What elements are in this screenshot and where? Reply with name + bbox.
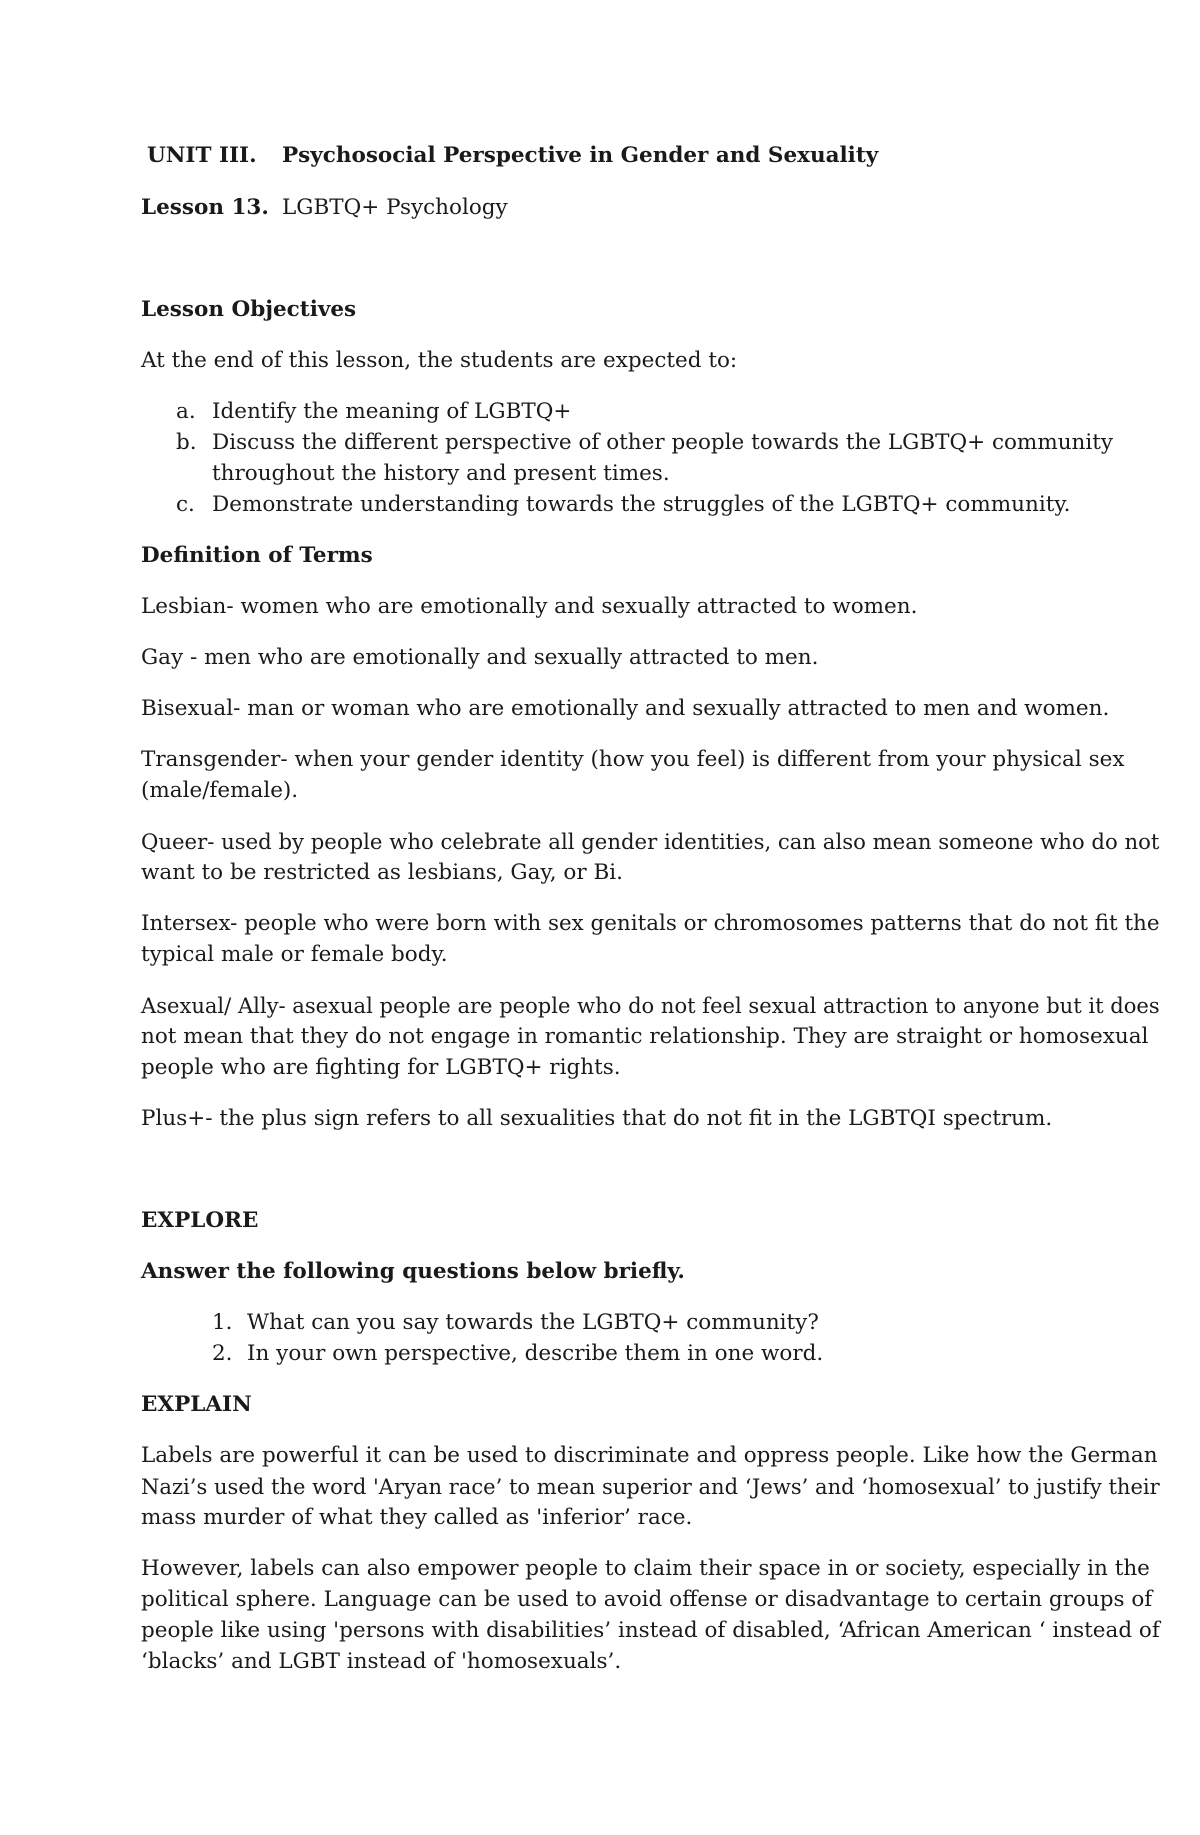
explain-paragraph-line: people like using 'persons with disabilities’ instead of disabled, ‘African American ‘ instead of [141,1618,1160,1643]
objective-text: throughout the history and present times. [212,461,670,486]
objectives-intro: At the end of this lesson, the students are expected to: [141,348,738,373]
definition-term: Queer- used by people who celebrate all gender identities, can also mean someone who do not [141,829,1160,854]
definition-term: Plus+- the plus sign refers to all sexualities that do not fit in the LGBTQI spectrum. [141,1106,1053,1131]
definition-term: want to be restricted as lesbians, Gay, or Bi. [141,860,623,885]
objective-text: Discuss the different perspective of other people towards the LGBTQ+ community [212,430,1114,455]
definition-term: Transgender- when your gender identity (how you feel) is different from your physical sex [141,747,1125,772]
explore-heading: EXPLORE [141,1208,259,1233]
definitions-heading: Definition of Terms [141,543,373,568]
definition-term: Bisexual- man or woman who are emotionally and sexually attracted to men and women. [141,696,1110,721]
definition-term: (male/female). [141,778,299,803]
explain-paragraph-line: ‘blacks’ and LGBT instead of 'homosexuals’. [141,1649,622,1674]
definition-term: people who are fighting for LGBTQ+ rights. [141,1055,621,1080]
question-marker: 2. [212,1341,233,1366]
question-marker: 1. [212,1310,233,1335]
explain-paragraph-line: political sphere. Language can be used to avoid offense or disadvantage to certain groups of [141,1587,1153,1612]
question-text: What can you say towards the LGBTQ+ community? [247,1310,819,1335]
definition-term: Gay - men who are emotionally and sexually attracted to men. [141,645,819,670]
explain-paragraph-line: Nazi’s used the word 'Aryan race’ to mean superior and ‘Jews’ and ‘homosexual’ to justify their [141,1474,1160,1499]
definition-term: Intersex- people who were born with sex genitals or chromosomes patterns that do not fit the [141,911,1160,936]
definition-term: Asexual/ Ally- asexual people are people who do not feel sexual attraction to anyone but it does [141,993,1160,1018]
objective-marker: c. [176,492,195,517]
explain-paragraph-line: mass murder of what they called as 'inferior’ race. [141,1505,693,1530]
objective-text: Demonstrate understanding towards the struggles of the LGBTQ+ community. [212,492,1071,517]
unit-label: UNIT III. [147,143,257,168]
definition-term: Lesbian- women who are emotionally and sexually attracted to women. [141,594,918,619]
explore-instruction: Answer the following questions below briefly. [141,1259,685,1284]
objective-marker: a. [176,399,196,424]
objectives-heading: Lesson Objectives [141,297,357,322]
explain-paragraph-line: However, labels can also empower people to claim their space in or society, especially in the [141,1556,1150,1581]
lesson-title: LGBTQ+ Psychology [282,195,508,220]
definition-term: typical male or female body. [141,942,448,967]
explain-paragraph-line: Labels are powerful it can be used to discriminate and oppress people. Like how the German [141,1443,1158,1468]
question-text: In your own perspective, describe them in one word. [247,1341,824,1366]
explain-heading: EXPLAIN [141,1392,252,1417]
definition-term: not mean that they do not engage in romantic relationship. They are straight or homosexual [141,1024,1149,1049]
unit-title: Psychosocial Perspective in Gender and Sexuality [282,143,879,168]
objective-marker: b. [176,430,197,455]
objective-text: Identify the meaning of LGBTQ+ [212,399,572,424]
lesson-label: Lesson 13. [141,195,269,220]
